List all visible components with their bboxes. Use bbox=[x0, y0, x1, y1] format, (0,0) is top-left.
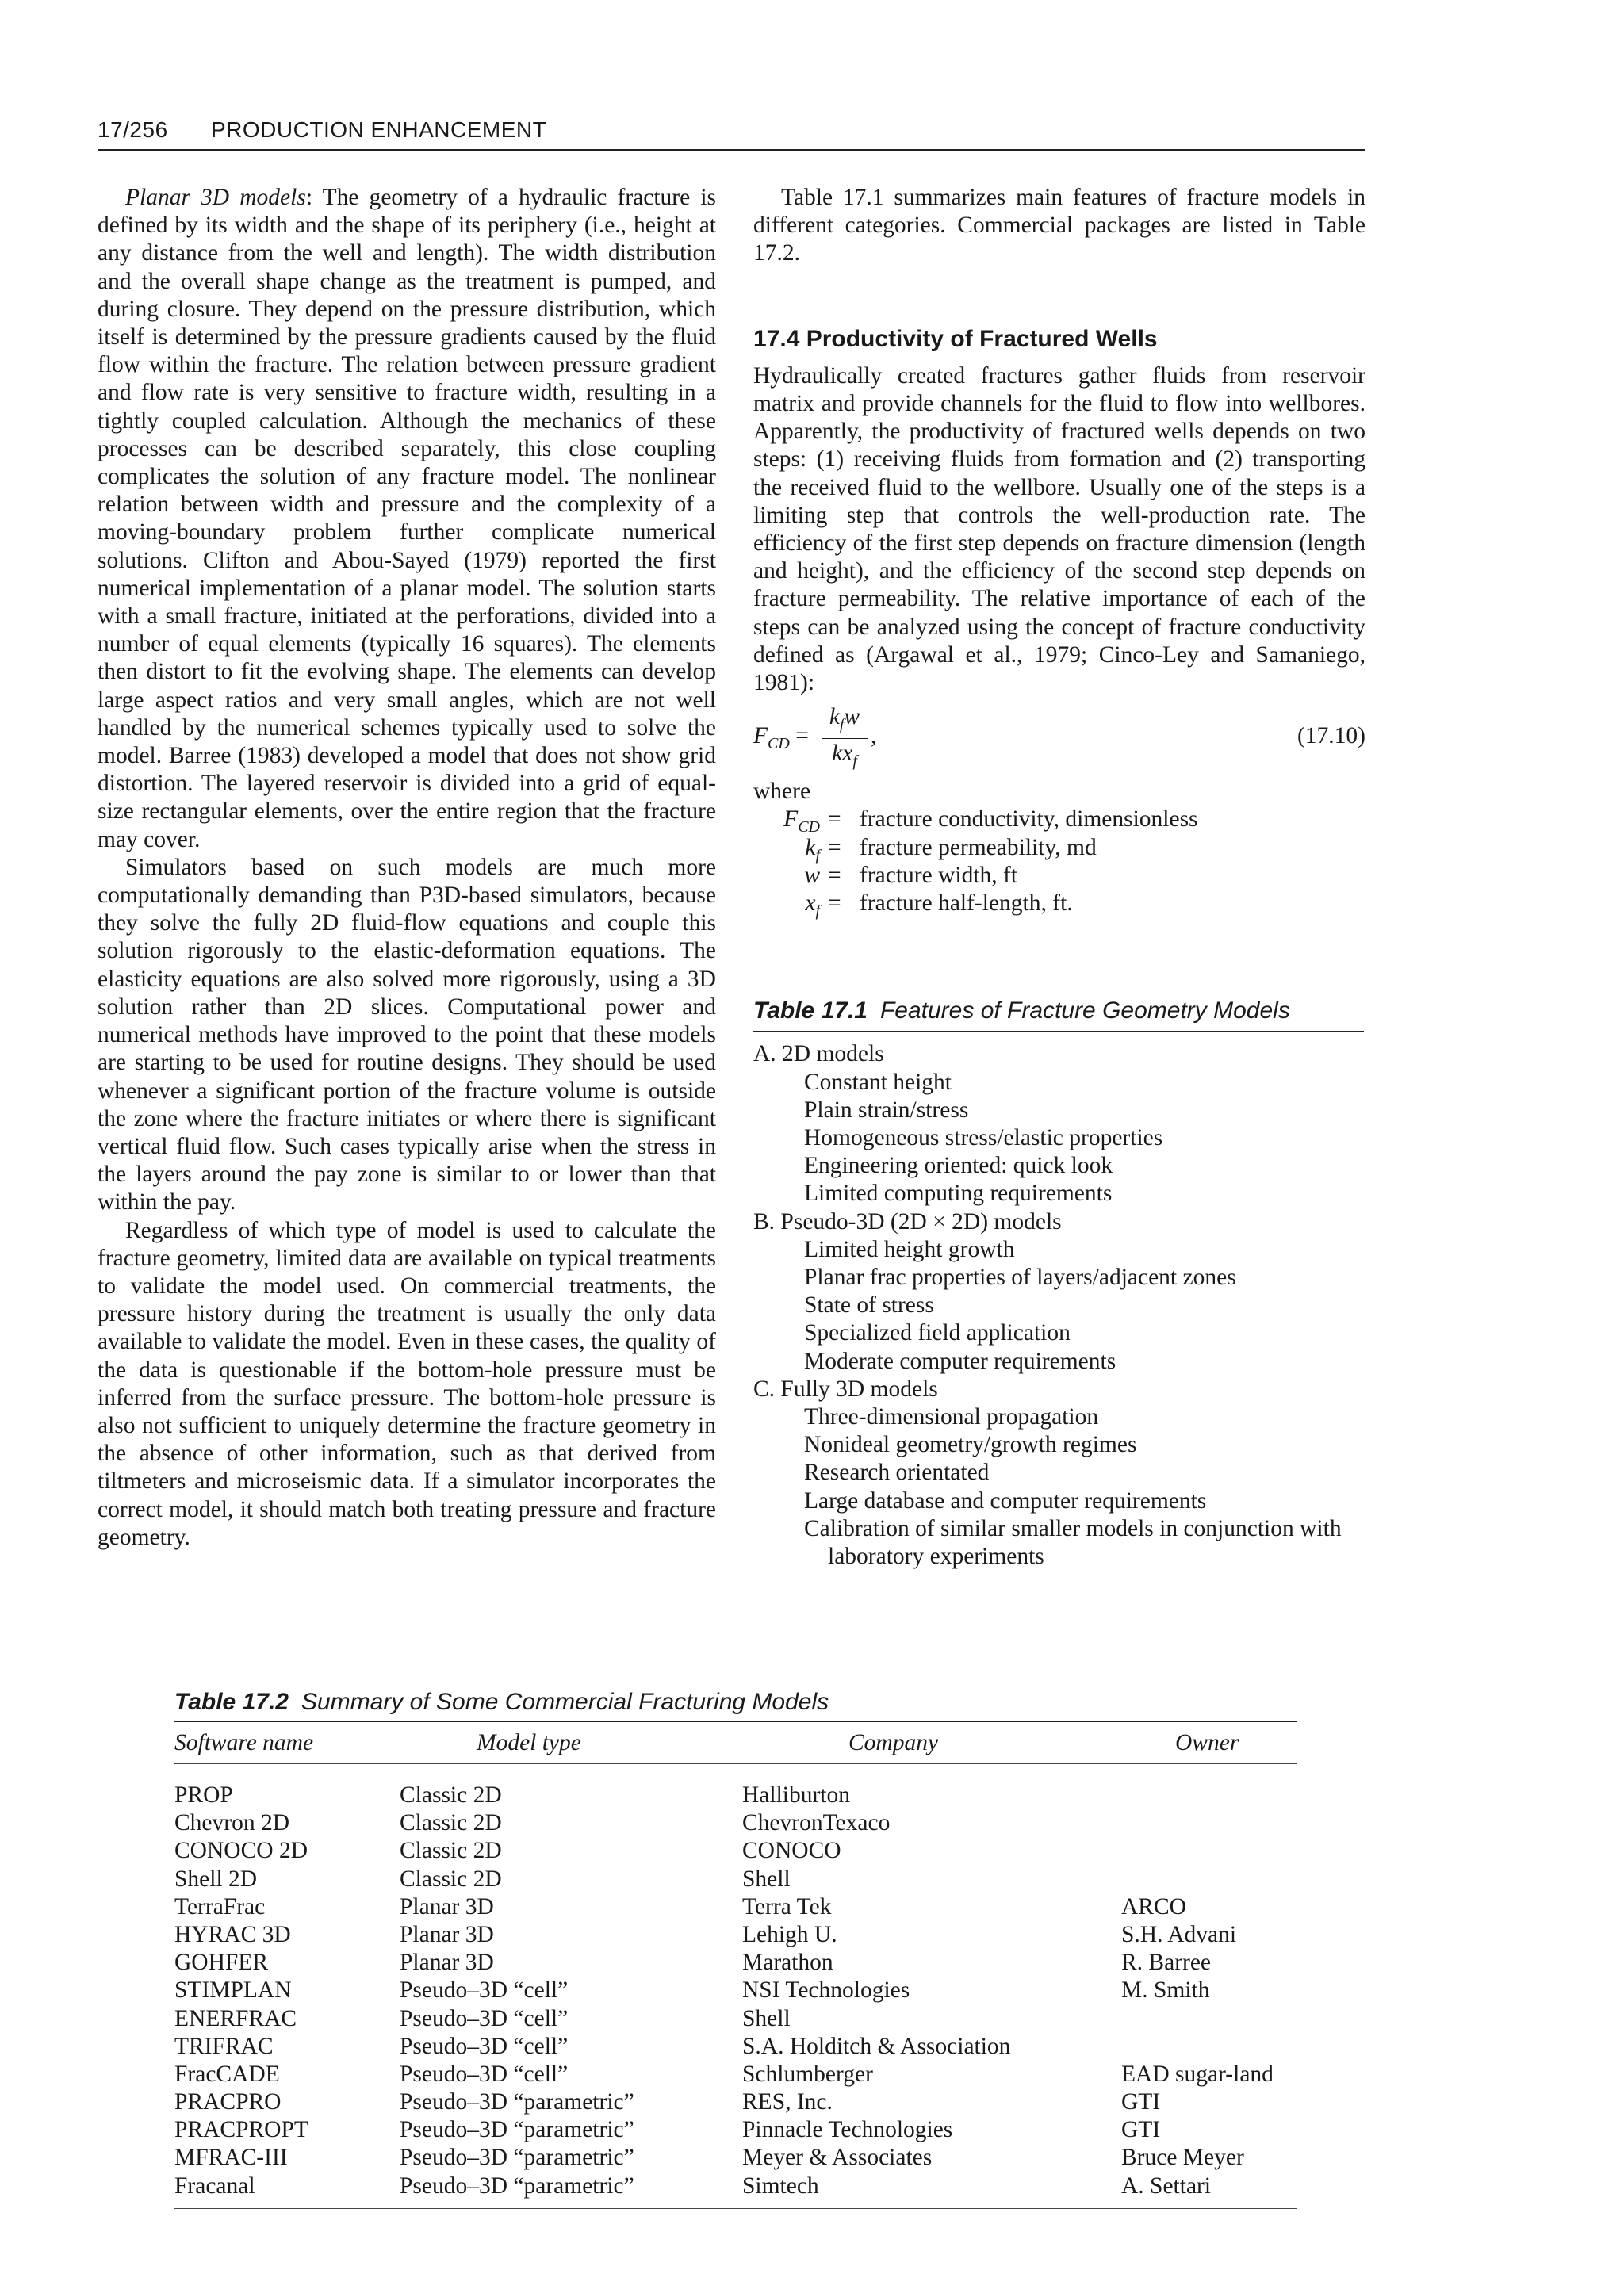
table-17-1-title: Table 17.1 Features of Fracture Geometry Models bbox=[753, 997, 1364, 1032]
table-cell: Schlumberger bbox=[742, 2061, 873, 2087]
table-cell: FracCADE bbox=[174, 2061, 280, 2087]
table-cell: Pseudo–3D “cell” bbox=[400, 2061, 569, 2087]
list-item: Nonideal geometry/growth regimes bbox=[804, 1432, 1137, 1458]
table-cell: R. Barree bbox=[1121, 1950, 1212, 1976]
table-cell: Pseudo–3D “cell” bbox=[400, 2033, 569, 2059]
table-row bbox=[174, 2172, 1297, 2200]
table-cell: RES, Inc. bbox=[742, 2089, 833, 2115]
variable-definitions bbox=[753, 806, 1365, 920]
list-item: Engineering oriented: quick look bbox=[804, 1153, 1113, 1179]
where-label: where bbox=[753, 779, 811, 805]
table-cell: GTI bbox=[1121, 2117, 1161, 2143]
table-cell: Lehigh U. bbox=[742, 1921, 837, 1947]
table-cell: Pseudo–3D “parametric” bbox=[400, 2117, 634, 2143]
table-cell: S.H. Advani bbox=[1121, 1921, 1237, 1947]
list-item: Planar frac properties of layers/adjacent zones bbox=[804, 1265, 1236, 1290]
table-cell: Pseudo–3D “parametric” bbox=[400, 2145, 634, 2171]
equation-number: (17.10) bbox=[1297, 723, 1365, 749]
equation-fraction bbox=[822, 703, 868, 775]
table-cell: ARCO bbox=[1121, 1893, 1186, 1920]
table-cell: NSI Technologies bbox=[742, 1977, 910, 2004]
table-cell: Pseudo–3D “cell” bbox=[400, 2005, 569, 2031]
table-cell: Bruce Meyer bbox=[1121, 2145, 1244, 2171]
paragraph-table-intro: Table 17.1 summarizes main features of fracture models in different categories. Commercial packages are listed in Table 17.2. bbox=[753, 185, 1365, 266]
table-row bbox=[174, 1837, 1297, 1865]
table-cell: Shell 2D bbox=[174, 1866, 258, 1892]
fraction-numerator: $k_fw$ bbox=[822, 703, 868, 739]
table-cell: Pseudo–3D “parametric” bbox=[400, 2172, 634, 2199]
table-row bbox=[174, 2005, 1297, 2033]
table-category: C. Fully 3D models bbox=[753, 1376, 938, 1402]
table-row bbox=[174, 1782, 1297, 1809]
table-cell: A. Settari bbox=[1121, 2172, 1212, 2199]
table-cell: Classic 2D bbox=[400, 1838, 502, 1864]
table-cell: Simtech bbox=[742, 2172, 819, 2199]
running-title: PRODUCTION ENHANCEMENT bbox=[211, 117, 547, 142]
table-category: B. Pseudo-3D (2D × 2D) models bbox=[753, 1208, 1062, 1235]
table-cell: Fracanal bbox=[174, 2172, 255, 2199]
paragraph-regardless: Regardless of which type of model is used to calculate the fracture geometry, limited data are available on typical treatments to validate the model used. On commercial treatments, the pressure history during the treatment is usually the only data available to validate the model. Even in these cases, the quality of the data is questionable if the bottom-hole pressure must be inferred from the surface pressure. The bottom-hole pressure is also not sufficient to uniquely determine the fracture geometry in the absence of other information, such as that derived from tiltmeters and microseismic data. If a simulator incorporates the correct model, it should match both treating pressure and fracture geometry. bbox=[98, 1217, 716, 1550]
table-row bbox=[174, 1866, 1297, 1893]
list-item: Large database and computer requirements bbox=[804, 1487, 1207, 1514]
table-cell: Planar 3D bbox=[400, 1950, 494, 1976]
table-cell: Pinnacle Technologies bbox=[742, 2117, 953, 2143]
list-item: Moderate computer requirements bbox=[804, 1348, 1116, 1374]
table-row bbox=[174, 1921, 1297, 1949]
list-item: Plain strain/stress bbox=[804, 1097, 969, 1123]
list-item: Limited height growth bbox=[804, 1236, 1015, 1262]
table-cell: Halliburton bbox=[742, 1782, 851, 1808]
table-cell: ChevronTexaco bbox=[742, 1810, 891, 1836]
table-cell: Classic 2D bbox=[400, 1866, 502, 1892]
page-number: 17/256 bbox=[98, 117, 168, 142]
table-17-2-title: Table 17.2 Summary of Some Commercial Fracturing Models bbox=[174, 1689, 1297, 1722]
column-header: Owner bbox=[1175, 1730, 1239, 1755]
table-17-1 bbox=[753, 1032, 1364, 1579]
table-cell: MFRAC-III bbox=[174, 2145, 288, 2171]
table-cell: PRACPROPT bbox=[174, 2117, 308, 2143]
table-cell: GOHFER bbox=[174, 1950, 269, 1976]
equation-lhs: $F_{CD}$ = bbox=[753, 723, 809, 753]
column-header: Software name bbox=[174, 1730, 314, 1755]
table-cell: Chevron 2D bbox=[174, 1810, 290, 1836]
table-cell: Shell bbox=[742, 1866, 791, 1892]
paragraph-productivity: Hydraulically created fractures gather fluids from reservoir matrix and provide channels for the fluid to flow into wellbores. Apparently, the productivity of fractured wells depends on two steps: (1) receiving fluids from formation and (2) transporting the received fluid to the wellbore. Usually one of the steps is a limiting step that controls the well-production rate. The efficiency of the first step depends on fracture dimension (length and height), and the efficiency of the second step depends on fracture permeability. The relative importance of each of the steps can be analyzed using the concept of fracture conductivity defined as (Argawal et al., 1979; Cinco-Ley and Samaniego, 1981): bbox=[753, 362, 1365, 696]
fraction-denominator: $kx_f$ bbox=[832, 741, 857, 771]
table-cell: Pseudo–3D “cell” bbox=[400, 1977, 569, 2004]
definition-row: w = fracture width, ft bbox=[804, 862, 1018, 888]
paragraph-simulators: Simulators based on such models are much more computationally demanding than P3D-based simulators, because they solve the fully 2D fluid-flow equations and couple this solution rigorously to the elastic-deformation equations. The elasticity equations are also solved more rigorously, using a 3D solution rather than 2D slices. Computational power and numerical methods have improved to the point that these models are starting to be used for routine designs. They should be used whenever a significant portion of the fracture volume is outside the zone where the fracture initiates or where there is significant vertical fluid flow. Such cases typically arise when the stress in the layers around the pay zone is similar to or lower than that within the pay. bbox=[98, 854, 716, 1215]
table-cell: PROP bbox=[174, 1782, 233, 1808]
list-item: Specialized field application bbox=[804, 1320, 1071, 1346]
table-cell: PRACPRO bbox=[174, 2089, 282, 2115]
table-cell: Shell bbox=[742, 2005, 791, 2031]
table-row bbox=[174, 1809, 1297, 1837]
table-cell: EAD sugar-land bbox=[1121, 2061, 1274, 2087]
table-cell: Meyer & Associates bbox=[742, 2145, 933, 2171]
table-cell: Pseudo–3D “parametric” bbox=[400, 2089, 634, 2115]
table-row bbox=[174, 1977, 1297, 2004]
table-cell: TRIFRAC bbox=[174, 2033, 274, 2059]
table-row bbox=[174, 2116, 1297, 2144]
paragraph-planar-3d bbox=[98, 184, 716, 854]
definition-row: $x_f$ = fracture half-length, ft. bbox=[805, 890, 1073, 920]
section-heading: 17.4 Productivity of Fractured Wells bbox=[753, 325, 1158, 352]
list-item: Homogeneous stress/elastic properties bbox=[804, 1125, 1163, 1150]
table-cell: Marathon bbox=[742, 1950, 833, 1976]
table-cell: HYRAC 3D bbox=[174, 1921, 291, 1947]
table-cell: Planar 3D bbox=[400, 1893, 494, 1920]
table-row bbox=[174, 1949, 1297, 1977]
table-cell: ENERFRAC bbox=[174, 2005, 297, 2031]
table-cell: Planar 3D bbox=[400, 1921, 494, 1947]
table-cell: CONOCO bbox=[742, 1838, 841, 1864]
table-cell: TerraFrac bbox=[174, 1893, 266, 1920]
table-body bbox=[174, 1764, 1297, 2209]
table-row bbox=[174, 2061, 1297, 2088]
column-header: Company bbox=[848, 1730, 939, 1755]
page-header bbox=[98, 117, 1365, 151]
left-column bbox=[98, 184, 716, 1552]
table-header-row bbox=[174, 1722, 1297, 1764]
list-item: Constant height bbox=[804, 1069, 952, 1095]
table-cell: CONOCO 2D bbox=[174, 1838, 308, 1864]
table-category: A. 2D models bbox=[753, 1041, 884, 1067]
table-cell: STIMPLAN bbox=[174, 1977, 292, 2004]
equation-comma: , bbox=[871, 723, 877, 749]
definition-row: $k_f$ = fracture permeability, md bbox=[805, 834, 1097, 864]
right-column bbox=[753, 184, 1365, 1579]
table-cell: Terra Tek bbox=[742, 1893, 832, 1920]
list-item: Research orientated bbox=[804, 1460, 990, 1486]
table-row bbox=[174, 2033, 1297, 2061]
table-cell: S.A. Holditch & Association bbox=[742, 2033, 1011, 2059]
definition-row: $F_{CD}$ = fracture conductivity, dimensionless bbox=[783, 806, 1198, 836]
list-item: State of stress bbox=[804, 1292, 934, 1319]
list-item: Calibration of similar smaller models in conjunction with laboratory experiments bbox=[804, 1515, 1342, 1570]
paragraph-text: : The geometry of a hydraulic fracture is defined by its width and the shape of its periphery (i.e., height at any distance from the well and length). The width distribution and the overall shape change as the treatment is pumped, and during closure. They depend on the pressure distribution, which itself is determined by the pressure gradients caused by the fluid flow within the fracture. The relation between pressure gradient and flow rate is very sensitive to fracture width, resulting in a tightly coupled calculation. Although the mechanics of these processes can be described separately, this close coupling complicates the solution of any fracture model. The nonlinear relation between width and pressure and the complexity of a moving-boundary problem further complicate numerical solutions. Clifton and Abou-Sayed (1979) reported the first numerical implementation of a planar model. The solution starts with a small fracture, initiated at the perforations, divided into a number of equal elements (typically 16 squares). The elements then distort to fit the evolving shape. The elements can develop large aspect ratios and very small angles, which are not well handled by the numerical schemes typically used to solve the model. Barree (1983) developed a model that does not show grid distortion. The layered reservoir is divided into a grid of equal-size rectangular elements, over the entire region that the fracture may cover. bbox=[98, 185, 716, 852]
table-cell: GTI bbox=[1121, 2089, 1161, 2115]
table-row bbox=[174, 2144, 1297, 2172]
lead-term: Planar 3D models bbox=[125, 185, 306, 210]
table-17-2 bbox=[174, 1689, 1297, 2209]
table-cell: M. Smith bbox=[1121, 1977, 1210, 2004]
list-item: Three-dimensional propagation bbox=[804, 1404, 1099, 1430]
table-row bbox=[174, 2088, 1297, 2116]
list-item: Limited computing requirements bbox=[804, 1181, 1113, 1207]
column-header: Model type bbox=[477, 1730, 581, 1755]
table-row bbox=[174, 1893, 1297, 1921]
table-cell: Classic 2D bbox=[400, 1810, 502, 1836]
table-cell: Classic 2D bbox=[400, 1782, 502, 1808]
equation-17-10 bbox=[753, 703, 1365, 771]
